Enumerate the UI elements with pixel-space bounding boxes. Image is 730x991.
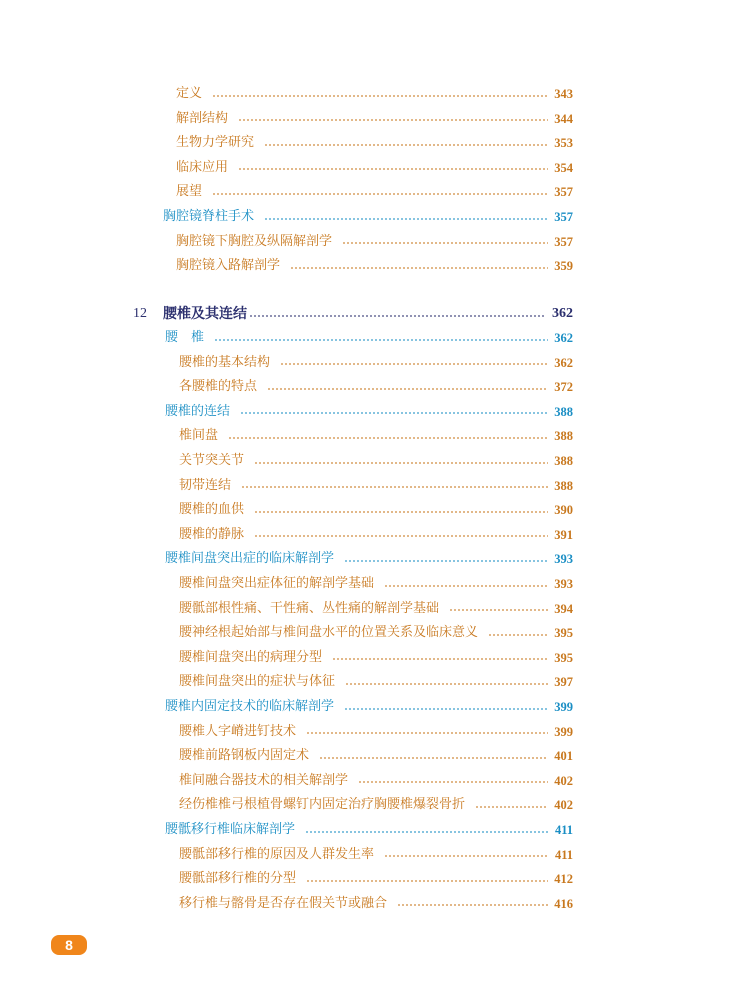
toc-entry-page: 388 bbox=[554, 478, 573, 493]
toc-entry-page: 393 bbox=[554, 577, 573, 591]
toc-entry-page: 411 bbox=[554, 847, 573, 862]
toc-entry-label: 定义 bbox=[176, 86, 203, 101]
toc-entry-page: 399 bbox=[554, 700, 573, 714]
toc-subsection-row[interactable] bbox=[179, 672, 573, 692]
leader-dots bbox=[212, 95, 548, 97]
leader-dots bbox=[290, 267, 548, 269]
leader-dots bbox=[319, 757, 548, 759]
toc-subsection-row[interactable] bbox=[179, 845, 573, 865]
toc-section-row[interactable] bbox=[163, 207, 573, 227]
toc-entry-page: 412 bbox=[554, 872, 573, 887]
leader-dots bbox=[214, 339, 548, 341]
toc-subsection-row[interactable] bbox=[179, 353, 573, 373]
leader-dots bbox=[264, 218, 548, 220]
toc-entry-label: 腰椎内固定技术的临床解剖学 bbox=[165, 699, 335, 714]
toc-entry-page: 399 bbox=[554, 724, 573, 739]
toc-entry-page: 397 bbox=[554, 675, 573, 690]
leader-dots bbox=[449, 609, 548, 611]
toc-subsection-row[interactable] bbox=[176, 109, 573, 129]
toc-entry-label: 腰椎前路钢板内固定术 bbox=[179, 748, 310, 764]
toc-entry-page: 402 bbox=[554, 773, 573, 788]
toc-subsection-row[interactable] bbox=[179, 623, 573, 643]
toc-entry-label: 腰神经根起始部与椎间盘水平的位置关系及临床意义 bbox=[179, 625, 479, 641]
toc-subsection-row[interactable] bbox=[179, 746, 573, 766]
chapter-number: 12 bbox=[133, 306, 147, 321]
toc-entry-page: 402 bbox=[554, 798, 573, 813]
toc-subsection-row[interactable] bbox=[176, 182, 573, 202]
toc-entry-page: 394 bbox=[554, 601, 573, 616]
toc-entry-page: 395 bbox=[554, 650, 573, 665]
leader-dots bbox=[228, 437, 548, 439]
toc-entry-label: 胸腔镜入路解剖学 bbox=[176, 258, 281, 274]
toc-section-row[interactable] bbox=[165, 328, 573, 348]
toc-entry-page: 357 bbox=[554, 234, 573, 249]
leader-dots bbox=[332, 658, 548, 660]
toc-entry-label: 移行椎与髂骨是否存在假关节或融合 bbox=[179, 895, 388, 911]
toc-entry-label: 椎间融合器技术的相关解剖学 bbox=[179, 772, 349, 788]
leader-dots bbox=[254, 462, 548, 464]
leader-dots bbox=[397, 904, 548, 906]
toc-subsection-row[interactable] bbox=[179, 722, 573, 742]
leader-dots bbox=[344, 560, 548, 562]
toc-subsection-row[interactable] bbox=[179, 648, 573, 668]
leader-dots bbox=[488, 634, 548, 636]
leader-dots bbox=[345, 683, 548, 685]
toc-subsection-row[interactable] bbox=[179, 377, 573, 397]
leader-dots bbox=[238, 119, 548, 121]
toc-entry-label: 胸腔镜下胸腔及纵隔解剖学 bbox=[176, 233, 333, 249]
leader-dots bbox=[384, 855, 549, 857]
leader-dots bbox=[305, 831, 549, 833]
toc-entry-label: 解剖结构 bbox=[176, 110, 229, 126]
toc-entry-label: 经伤椎椎弓根植骨螺钉内固定治疗胸腰椎爆裂骨折 bbox=[179, 797, 466, 813]
toc-entry-label: 腰椎间盘突出的症状与体征 bbox=[179, 674, 336, 690]
toc-entry-label: 临床应用 bbox=[176, 159, 229, 175]
toc-entry-page: 388 bbox=[554, 429, 573, 444]
leader-dots bbox=[280, 363, 548, 365]
toc-entry-page: 357 bbox=[554, 185, 573, 200]
toc-subsection-row[interactable] bbox=[179, 599, 573, 619]
toc-entry-label: 腰骶部根性痛、干性痛、丛性痛的解剖学基础 bbox=[179, 600, 440, 616]
leader-dots bbox=[306, 880, 548, 882]
leader-dots bbox=[264, 144, 548, 146]
leader-dots bbox=[238, 168, 548, 170]
toc-entry-label: 腰骶部移行椎的分型 bbox=[179, 871, 297, 887]
toc-entry-page: 362 bbox=[554, 331, 573, 345]
toc-entry-page: 343 bbox=[554, 87, 573, 101]
toc-entry-label: 展望 bbox=[176, 184, 203, 200]
toc-subsection-row[interactable] bbox=[179, 771, 573, 791]
leader-dots bbox=[384, 585, 548, 587]
toc-entry-page: 388 bbox=[554, 404, 573, 419]
toc-entry-page: 390 bbox=[554, 503, 573, 518]
leader-dots bbox=[358, 781, 548, 783]
toc-entry-page: 388 bbox=[554, 454, 573, 468]
leader-dots bbox=[254, 511, 548, 513]
chapter-title: 腰椎及其连结 bbox=[163, 306, 247, 322]
toc-entry-label: 椎间盘 bbox=[179, 428, 219, 444]
toc-entry-label: 腰骶部移行椎的原因及人群发生率 bbox=[179, 846, 375, 862]
toc-subsection-row[interactable] bbox=[179, 795, 573, 815]
toc-entry-page: 353 bbox=[554, 136, 573, 151]
toc-entry-label: 胸腔镜脊柱手术 bbox=[163, 209, 255, 224]
toc-section-row[interactable] bbox=[165, 402, 573, 422]
toc-entry-page: 372 bbox=[554, 380, 573, 395]
toc-entry-label: 各腰椎的特点 bbox=[179, 379, 258, 395]
toc-entry-page: 362 bbox=[554, 355, 573, 370]
toc-entry-page: 359 bbox=[554, 259, 573, 274]
toc-subsection-row[interactable] bbox=[179, 426, 573, 446]
toc-subsection-row[interactable] bbox=[176, 256, 573, 276]
toc-chapter-row[interactable] bbox=[163, 304, 573, 324]
toc-entry-label: 腰椎的连结 bbox=[165, 403, 231, 419]
leader-dots bbox=[254, 535, 548, 537]
toc-entry-page: 344 bbox=[554, 111, 573, 126]
leader-dots bbox=[306, 732, 548, 734]
leader-dots bbox=[267, 388, 548, 390]
leader-dots bbox=[212, 193, 548, 195]
leader-dots bbox=[342, 242, 548, 244]
toc-entry-label: 腰骶移行椎临床解剖学 bbox=[165, 822, 296, 837]
toc-entry-page: 357 bbox=[554, 210, 573, 224]
toc-entry-label: 腰椎间盘突出症体征的解剖学基础 bbox=[179, 576, 375, 591]
toc-entry-label: 腰椎的静脉 bbox=[179, 526, 245, 542]
toc-entry-page: 395 bbox=[554, 626, 573, 641]
page-number-badge: 8 bbox=[51, 935, 87, 955]
toc-subsection-row[interactable] bbox=[179, 574, 573, 594]
toc-entry-label: 腰椎的血供 bbox=[179, 502, 245, 518]
toc-entry-label: 腰椎的基本结构 bbox=[179, 354, 271, 370]
toc-entry-label: 关节突关节 bbox=[179, 453, 245, 468]
toc-entry-label: 生物力学研究 bbox=[176, 135, 255, 151]
toc-subsection-row[interactable] bbox=[179, 894, 573, 914]
toc-section-row[interactable] bbox=[165, 820, 573, 840]
toc-entry-label: 腰椎间盘突出症的临床解剖学 bbox=[165, 551, 335, 567]
toc-section-row[interactable] bbox=[165, 697, 573, 717]
leader-dots bbox=[241, 486, 548, 488]
toc-subsection-row[interactable] bbox=[176, 84, 573, 104]
toc-entry-page: 354 bbox=[554, 160, 573, 175]
toc-subsection-row[interactable] bbox=[179, 476, 573, 496]
toc-subsection-row[interactable] bbox=[176, 232, 573, 252]
leader-dots bbox=[344, 708, 548, 710]
toc-subsection-row[interactable] bbox=[179, 451, 573, 471]
toc-entry-label: 腰椎人字嵴进钉技术 bbox=[179, 723, 297, 739]
toc-subsection-row[interactable] bbox=[179, 869, 573, 889]
chapter-page: 362 bbox=[552, 306, 573, 321]
toc-entry-page: 391 bbox=[554, 527, 573, 542]
toc-entry-page: 401 bbox=[554, 749, 573, 764]
toc-entry-page: 416 bbox=[554, 896, 573, 911]
toc-entry-page: 393 bbox=[554, 552, 573, 567]
toc-entry-label: 腰 椎 bbox=[165, 330, 205, 345]
toc-entry-label: 腰椎间盘突出的病理分型 bbox=[179, 649, 323, 665]
leader-dots bbox=[475, 806, 548, 808]
leader-dots bbox=[249, 315, 546, 317]
toc-subsection-row[interactable] bbox=[176, 158, 573, 178]
toc-entry-label: 韧带连结 bbox=[179, 477, 232, 493]
toc-section-row[interactable] bbox=[165, 549, 573, 569]
toc-subsection-row[interactable] bbox=[176, 133, 573, 153]
toc-subsection-row[interactable] bbox=[179, 525, 573, 545]
leader-dots bbox=[240, 412, 548, 414]
toc-entry-page: 411 bbox=[554, 823, 573, 837]
toc-subsection-row[interactable] bbox=[179, 500, 573, 520]
